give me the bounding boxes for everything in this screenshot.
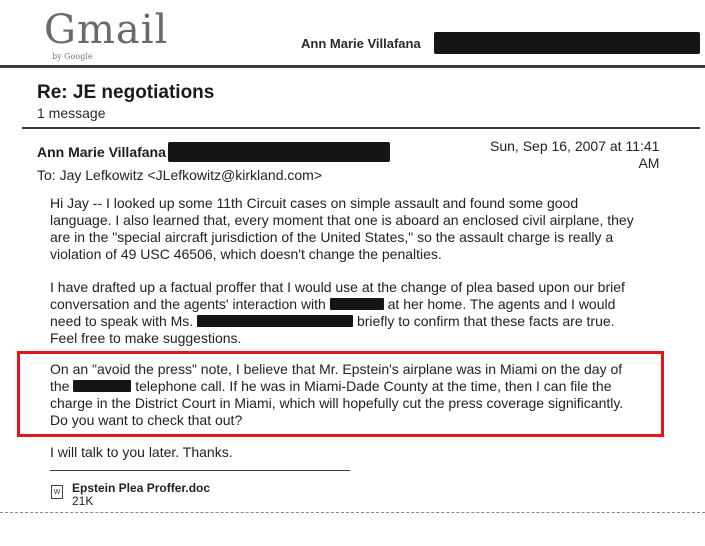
body-line: charge in the District Court in Miami, which will hopefully cut the press coverage significantly. bbox=[50, 395, 624, 411]
name-redaction bbox=[73, 380, 131, 392]
name-redaction bbox=[197, 315, 353, 327]
account-email-redaction bbox=[434, 32, 700, 54]
document-icon: W bbox=[51, 485, 63, 499]
body-line: Hi Jay -- I looked up some 11th Circuit cases on simple assault and found some good bbox=[50, 195, 579, 211]
body-text: at her home. The agents and I would bbox=[387, 296, 616, 312]
sender-email-redaction bbox=[168, 142, 390, 162]
gmail-logo: Gmail bbox=[44, 7, 169, 53]
body-paragraph-3 bbox=[50, 361, 650, 429]
message-date-line1: Sun, Sep 16, 2007 at 11:41 bbox=[490, 138, 660, 154]
body-paragraph-4 bbox=[50, 444, 650, 461]
attachment-size: 21K bbox=[72, 494, 94, 508]
recipient-line: To: Jay Lefkowitz <JLefkowitz@kirkland.com> bbox=[37, 167, 322, 183]
message-date-line2: AM bbox=[638, 155, 660, 171]
header-divider bbox=[0, 65, 705, 68]
thread-divider bbox=[22, 127, 700, 129]
gmail-logo-subtext: by Google bbox=[52, 52, 93, 61]
message-date bbox=[490, 138, 659, 172]
attachment-filename[interactable]: Epstein Plea Proffer.doc bbox=[72, 481, 211, 495]
page-bottom-edge bbox=[0, 512, 705, 513]
body-text: conversation and the agents' interaction with bbox=[50, 296, 326, 312]
body-line: language. I also learned that, every moment that one is aboard an enclosed civil airplane, they bbox=[50, 212, 634, 228]
body-line: Do you want to check that out? bbox=[50, 412, 243, 428]
body-text: need to speak with Ms. bbox=[50, 313, 194, 329]
thread-subject: Re: JE negotiations bbox=[37, 82, 215, 103]
attachment-divider bbox=[50, 470, 350, 471]
message-count: 1 message bbox=[37, 105, 106, 121]
body-line: I will talk to you later. Thanks. bbox=[50, 444, 233, 460]
body-line: I have drafted up a factual proffer that I would use at the change of plea based upon our brief bbox=[50, 279, 625, 295]
body-line: violation of 49 USC 46506, which doesn't change the penalties. bbox=[50, 246, 442, 262]
body-line: Feel free to make suggestions. bbox=[50, 330, 242, 346]
body-line bbox=[50, 378, 650, 395]
body-line: are in the "special aircraft jurisdiction of the United States," so the assault charge is really a bbox=[50, 229, 614, 245]
body-line bbox=[50, 313, 650, 330]
name-redaction bbox=[330, 298, 384, 310]
body-paragraph-2 bbox=[50, 279, 650, 347]
account-name: Ann Marie Villafana bbox=[301, 36, 421, 51]
sender-name: Ann Marie Villafana bbox=[37, 144, 166, 160]
body-paragraph-1 bbox=[50, 195, 650, 263]
body-line: On an "avoid the press" note, I believe that Mr. Epstein's airplane was in Miami on the day of bbox=[50, 361, 623, 377]
body-text: the bbox=[50, 378, 70, 394]
body-line bbox=[50, 296, 650, 313]
body-text: telephone call. If he was in Miami-Dade County at the time, then I can file the bbox=[135, 378, 612, 394]
body-text: briefly to confirm that these facts are true. bbox=[356, 313, 615, 329]
